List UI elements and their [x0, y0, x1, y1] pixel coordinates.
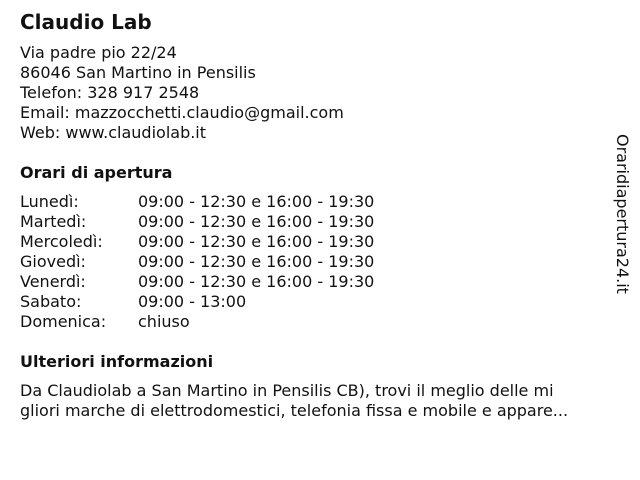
hours-time: 09:00 - 12:30 e 16:00 - 19:30	[138, 272, 375, 291]
web-text: Web: www.claudiolab.it	[20, 123, 207, 142]
hours-time: 09:00 - 12:30 e 16:00 - 19:30	[138, 252, 375, 271]
info-text-line-1: Da Claudiolab a San Martino in Pensilis CB), trovi il meglio delle mi	[20, 381, 554, 400]
address-line-1: Via padre pio 22/24	[20, 43, 177, 62]
hours-time: 09:00 - 12:30 e 16:00 - 19:30	[138, 192, 375, 211]
hours-time: chiuso	[138, 312, 190, 331]
hours-day: Domenica:	[20, 312, 107, 331]
side-brand-area	[610, 134, 638, 310]
hours-row-sunday	[20, 312, 610, 332]
hours-time: 09:00 - 12:30 e 16:00 - 19:30	[138, 212, 375, 231]
hours-day: Mercoledì:	[20, 232, 103, 251]
hours-day: Lunedì:	[20, 192, 79, 211]
hours-row-friday	[20, 272, 610, 292]
info-text-line-2: gliori marche di elettrodomestici, telefonia fissa e mobile e appare...	[20, 401, 569, 420]
hours-day: Sabato:	[20, 292, 82, 311]
email-text: Email: mazzocchetti.claudio@gmail.com	[20, 103, 344, 122]
hours-row-tuesday	[20, 212, 610, 232]
hours-row-saturday	[20, 292, 610, 312]
hours-row-monday	[20, 192, 610, 212]
hours-day: Giovedì:	[20, 252, 86, 271]
hours-row-thursday	[20, 252, 610, 272]
hours-day: Martedì:	[20, 212, 87, 231]
hours-time: 09:00 - 12:30 e 16:00 - 19:30	[138, 232, 375, 251]
hours-day: Venerdì:	[20, 272, 86, 291]
phone-text: Telefon: 328 917 2548	[20, 83, 200, 102]
address-line-2: 86046 San Martino in Pensilis	[20, 63, 256, 82]
hours-time: 09:00 - 13:00	[138, 292, 247, 311]
business-name: Claudio Lab	[20, 10, 152, 34]
business-card	[20, 10, 610, 421]
hours-title: Orari di apertura	[20, 163, 173, 182]
hours-row-wednesday	[20, 232, 610, 252]
side-brand-text: Oraridiapertura24.it	[613, 134, 632, 294]
info-title: Ulteriori informazioni	[20, 352, 214, 371]
